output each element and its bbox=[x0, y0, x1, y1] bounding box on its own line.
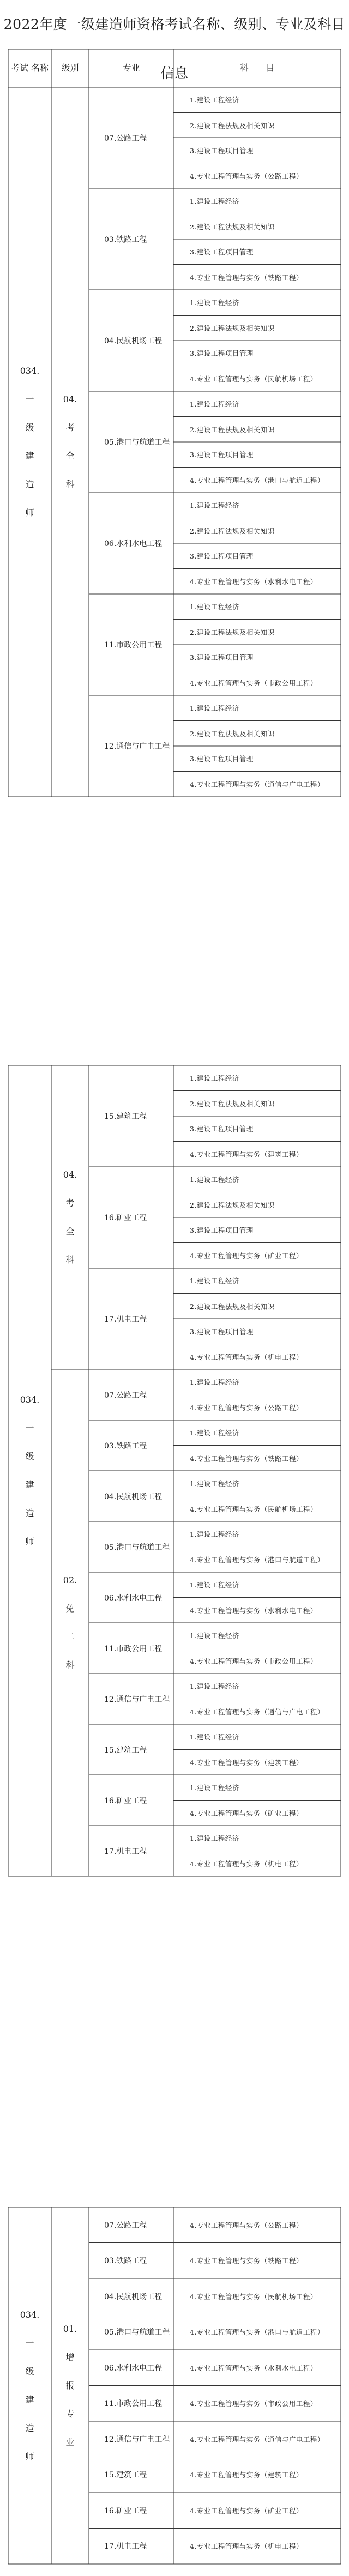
major-cell: 11.市政公用工程 bbox=[104, 2399, 163, 2409]
subject-cell: 2.建设工程法规及相关知识 bbox=[190, 1201, 275, 1209]
subject-cell: 4.专业工程管理与实务（港口与航道工程） bbox=[190, 2328, 324, 2337]
major-cell: 15.建筑工程 bbox=[104, 1112, 147, 1121]
header-subjects: 科 目 bbox=[239, 63, 275, 73]
major-cell: 16.矿业工程 bbox=[104, 1214, 147, 1222]
subject-cell: 4.专业工程管理与实务（公路工程） bbox=[190, 172, 303, 180]
major-cell: 12.通信与广电工程 bbox=[104, 742, 170, 751]
subject-cell: 2.建设工程法规及相关知识 bbox=[190, 1302, 275, 1311]
subject-cell: 4.专业工程管理与实务（机电工程） bbox=[190, 1353, 303, 1361]
subject-cell: 2.建设工程法规及相关知识 bbox=[190, 222, 275, 231]
major-cell: 05.港口与航道工程 bbox=[104, 438, 170, 447]
subject-cell: 3.建设工程项目管理 bbox=[190, 451, 254, 459]
major-cell: 11.市政公用工程 bbox=[104, 641, 163, 650]
subject-cell: 1.建设工程经济 bbox=[190, 1784, 239, 1792]
subject-cell: 1.建设工程经济 bbox=[190, 1074, 239, 1083]
major-cell: 12.通信与广电工程 bbox=[104, 1695, 170, 1704]
subject-cell: 1.建设工程经济 bbox=[190, 704, 239, 713]
subject-cell: 4.专业工程管理与实务（建筑工程） bbox=[190, 2471, 303, 2480]
subject-cell: 3.建设工程项目管理 bbox=[190, 147, 254, 155]
level-cell: 04. 考 全 科 bbox=[63, 394, 77, 489]
subject-cell: 1.建设工程经济 bbox=[190, 1378, 239, 1387]
level-cell: 02. 免 二 科 bbox=[63, 1575, 77, 1670]
subject-cell: 3.建设工程项目管理 bbox=[190, 1226, 254, 1235]
major-cell: 07.公路工程 bbox=[104, 134, 147, 143]
subject-cell: 1.建设工程经济 bbox=[190, 1530, 239, 1539]
subject-cell: 4.专业工程管理与实务（公路工程） bbox=[190, 2221, 303, 2229]
subject-cell: 4.专业工程管理与实务（通信与广电工程） bbox=[190, 1707, 324, 1716]
page-title: 2022年度一级建造师资格考试名称、级别、专业及科目信息 bbox=[3, 16, 346, 81]
subject-cell: 2.建设工程法规及相关知识 bbox=[190, 1099, 275, 1108]
subject-cell: 4.专业工程管理与实务（机电工程） bbox=[190, 1859, 303, 1868]
subject-cell: 2.建设工程法规及相关知识 bbox=[190, 729, 275, 738]
subject-cell: 4.专业工程管理与实务（矿业工程） bbox=[190, 1809, 303, 1817]
major-cell: 04.民航机场工程 bbox=[104, 337, 163, 346]
major-cell: 15.建筑工程 bbox=[104, 1745, 147, 1755]
major-cell: 04.民航机场工程 bbox=[104, 2292, 163, 2301]
subject-cell: 4.专业工程管理与实务（铁路工程） bbox=[190, 273, 303, 282]
subject-cell: 4.专业工程管理与实务（市政公用工程） bbox=[190, 678, 317, 687]
subject-cell: 4.专业工程管理与实务（矿业工程） bbox=[190, 2506, 303, 2515]
subject-cell: 4.专业工程管理与实务（市政公用工程） bbox=[190, 2399, 317, 2408]
major-cell: 07.公路工程 bbox=[104, 1391, 147, 1400]
subject-cell: 4.专业工程管理与实务（公路工程） bbox=[190, 1403, 303, 1412]
subject-cell: 1.建设工程经济 bbox=[190, 1175, 239, 1184]
subject-cell: 4.专业工程管理与实务（建筑工程） bbox=[190, 1150, 303, 1159]
subject-cell: 4.专业工程管理与实务（民航机场工程） bbox=[190, 374, 317, 383]
major-cell: 17.机电工程 bbox=[104, 1315, 147, 1324]
major-cell: 07.公路工程 bbox=[104, 2221, 147, 2230]
subject-cell: 1.建设工程经济 bbox=[190, 1682, 239, 1691]
major-cell: 04.民航机场工程 bbox=[104, 1492, 163, 1501]
subject-cell: 2.建设工程法规及相关知识 bbox=[190, 526, 275, 535]
subject-cell: 4.专业工程管理与实务（民航机场工程） bbox=[190, 2292, 317, 2301]
major-cell: 06.水利水电工程 bbox=[104, 2363, 163, 2373]
major-cell: 06.水利水电工程 bbox=[104, 540, 163, 548]
subject-cell: 4.专业工程管理与实务（通信与广电工程） bbox=[190, 780, 324, 789]
subject-cell: 4.专业工程管理与实务（建筑工程） bbox=[190, 1758, 303, 1767]
subject-cell: 4.专业工程管理与实务（水利水电工程） bbox=[190, 2363, 317, 2372]
major-cell: 16.矿业工程 bbox=[104, 2506, 147, 2516]
subject-cell: 1.建设工程经济 bbox=[190, 400, 239, 409]
subject-cell: 3.建设工程项目管理 bbox=[190, 653, 254, 662]
subject-cell: 1.建设工程经济 bbox=[190, 1834, 239, 1843]
subject-cell: 2.建设工程法规及相关知识 bbox=[190, 628, 275, 637]
major-cell: 15.建筑工程 bbox=[104, 2471, 147, 2480]
subject-cell: 1.建设工程经济 bbox=[190, 197, 239, 206]
subject-cell: 2.建设工程法规及相关知识 bbox=[190, 324, 275, 332]
major-cell: 05.港口与航道工程 bbox=[104, 1543, 170, 1552]
subject-cell: 2.建设工程法规及相关知识 bbox=[190, 121, 275, 130]
subject-cell: 1.建设工程经济 bbox=[190, 1733, 239, 1742]
subject-cell: 1.建设工程经济 bbox=[190, 501, 239, 510]
exam-name-cell: 034. 一 级 建 造 师 bbox=[20, 1395, 40, 1547]
header-major: 专业 bbox=[122, 63, 140, 73]
subject-cell: 4.专业工程管理与实务（矿业工程） bbox=[190, 1251, 303, 1260]
subject-cell: 1.建设工程经济 bbox=[190, 1632, 239, 1640]
subject-cell: 1.建设工程经济 bbox=[190, 299, 239, 307]
subject-cell: 4.专业工程管理与实务（市政公用工程） bbox=[190, 1657, 317, 1665]
major-cell: 17.机电工程 bbox=[104, 2542, 147, 2551]
subject-cell: 3.建设工程项目管理 bbox=[190, 552, 254, 561]
subject-cell: 4.专业工程管理与实务（铁路工程） bbox=[190, 1454, 303, 1463]
level-cell: 04. 考 全 科 bbox=[63, 1169, 77, 1265]
major-cell: 12.通信与广电工程 bbox=[104, 2435, 170, 2444]
subject-cell: 3.建设工程项目管理 bbox=[190, 1125, 254, 1134]
subject-cell: 4.专业工程管理与实务（水利水电工程） bbox=[190, 577, 317, 586]
major-cell: 06.水利水电工程 bbox=[104, 1593, 163, 1603]
major-cell: 05.港口与航道工程 bbox=[104, 2328, 170, 2337]
major-cell: 03.铁路工程 bbox=[104, 1441, 147, 1451]
exam-name-cell: 034. 一 级 建 造 师 bbox=[20, 2309, 40, 2462]
major-cell: 16.矿业工程 bbox=[104, 1796, 147, 1805]
subject-cell: 1.建设工程经济 bbox=[190, 1581, 239, 1590]
subject-cell: 1.建设工程经济 bbox=[190, 603, 239, 611]
subject-cell: 4.专业工程管理与实务（通信与广电工程） bbox=[190, 2435, 324, 2444]
subject-cell: 3.建设工程项目管理 bbox=[190, 1328, 254, 1336]
level-cell: 01. 增 报 专 业 bbox=[63, 2323, 77, 2447]
subject-cell: 4.专业工程管理与实务（港口与航道工程） bbox=[190, 476, 324, 484]
subject-cell: 4.专业工程管理与实务（机电工程） bbox=[190, 2542, 303, 2551]
subject-cell: 4.专业工程管理与实务（港口与航道工程） bbox=[190, 1555, 324, 1564]
subject-cell: 2.建设工程法规及相关知识 bbox=[190, 425, 275, 434]
subject-cell: 3.建设工程项目管理 bbox=[190, 248, 254, 257]
major-cell: 03.铁路工程 bbox=[104, 2257, 147, 2266]
header-level: 级别 bbox=[61, 63, 79, 73]
subject-cell: 1.建设工程经济 bbox=[190, 1277, 239, 1286]
subject-cell: 3.建设工程项目管理 bbox=[190, 349, 254, 358]
exam-name-cell: 034. 一 级 建 造 师 bbox=[20, 366, 40, 518]
major-cell: 17.机电工程 bbox=[104, 1847, 147, 1856]
subject-cell: 4.专业工程管理与实务（民航机场工程） bbox=[190, 1505, 317, 1513]
subject-cell: 1.建设工程经济 bbox=[190, 1429, 239, 1438]
subject-cell: 4.专业工程管理与实务（水利水电工程） bbox=[190, 1606, 317, 1615]
major-cell: 11.市政公用工程 bbox=[104, 1644, 163, 1653]
subject-cell: 1.建设工程经济 bbox=[190, 96, 239, 105]
subject-cell: 3.建设工程项目管理 bbox=[190, 755, 254, 763]
major-cell: 03.铁路工程 bbox=[104, 235, 147, 244]
header-exam-name: 考试 名称 bbox=[10, 63, 49, 73]
subject-cell: 1.建设工程经济 bbox=[190, 1480, 239, 1488]
subject-cell: 4.专业工程管理与实务（铁路工程） bbox=[190, 2257, 303, 2265]
